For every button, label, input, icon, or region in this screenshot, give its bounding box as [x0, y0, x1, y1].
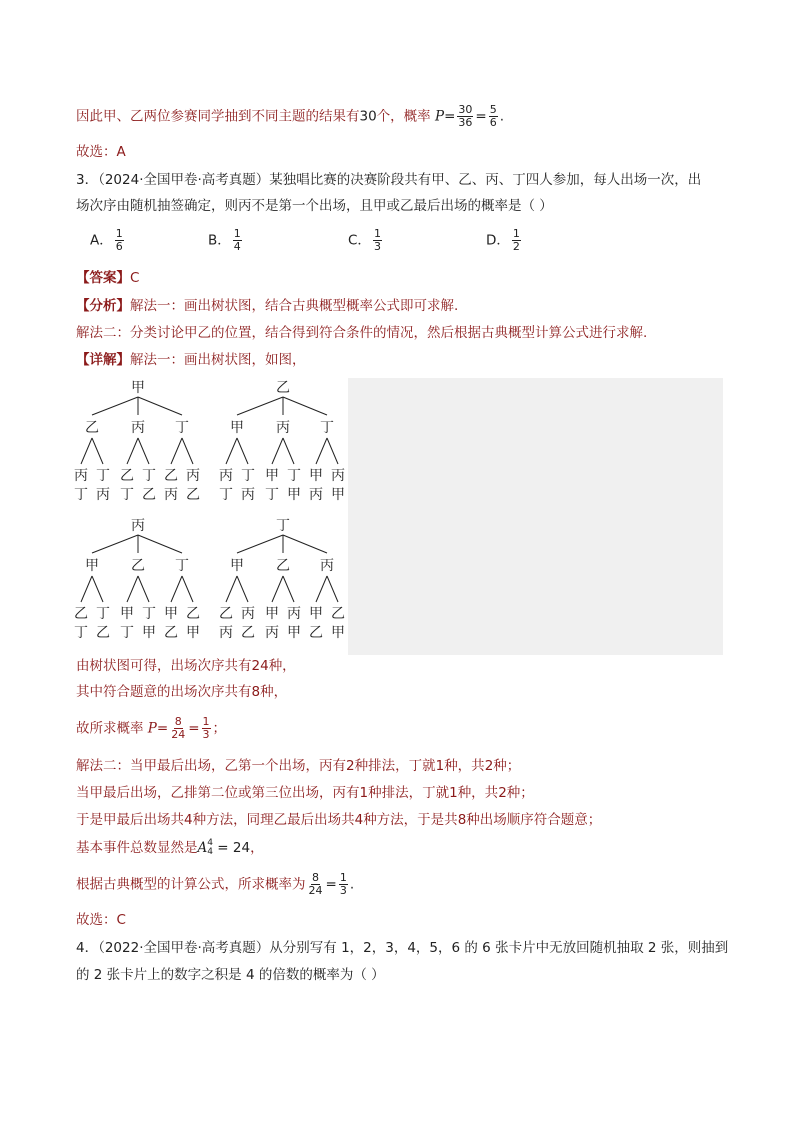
tree-branch: [171, 438, 182, 464]
tree-diagram-frame: [72, 378, 723, 655]
tree-node: 乙: [131, 558, 145, 574]
tree-branch: [226, 576, 237, 602]
result-line-1: 由树状图可得，出场次序共有24种，: [76, 658, 296, 674]
tree-node: 甲: [85, 558, 99, 574]
tree-leaf: 甲: [309, 468, 323, 484]
tree-leaf: 甲: [120, 606, 134, 622]
tree-leaf: 丁: [96, 468, 110, 484]
tree-leaf: 丙: [74, 468, 88, 484]
option-b: B． $\frac{1}{4}$: [208, 227, 241, 253]
tree-leaf: 乙: [309, 625, 323, 641]
answer-line: 【答案】C: [76, 270, 140, 286]
tree-branch: [272, 576, 283, 602]
tree-leaf: 丁: [219, 487, 233, 503]
tree-node: 乙: [276, 558, 290, 574]
tree-branch: [138, 535, 182, 553]
tree-branch: [226, 438, 237, 464]
tree-branch: [182, 438, 193, 464]
tree-leaf: 甲: [331, 625, 345, 641]
tree-diagram: [72, 378, 348, 655]
tree-branch: [92, 438, 103, 464]
tree-leaf: 甲: [265, 606, 279, 622]
tree-root: 丙: [131, 518, 145, 534]
tree-branch: [138, 576, 149, 602]
tree-branch: [316, 438, 327, 464]
previous-choice: 故选：A: [76, 144, 126, 160]
tree-leaf: 丁: [142, 606, 156, 622]
tree-leaf: 丙: [96, 487, 110, 503]
fraction: $\frac{30}{36}$: [458, 103, 473, 129]
tree-leaf: 甲: [287, 487, 301, 503]
tree-leaf: 乙: [74, 606, 88, 622]
question-3-line-1: 3．（2024·全国甲卷·高考真题）某独唱比赛的决赛阶段共有甲、乙、丙、丁四人参加，每人出场一次，出: [76, 172, 702, 188]
analysis-line-1: 【分析】解法一：画出树状图，结合古典概型概率公式即可求解.: [76, 298, 459, 314]
tree-leaf: 甲: [164, 606, 178, 622]
tree-leaf: 丙: [219, 625, 233, 641]
tree-leaf: 丙: [265, 625, 279, 641]
tree-branch: [171, 576, 182, 602]
method2-line-3: 于是甲最后出场共4种方法，同理乙最后出场共4种方法，于是共8种出场顺序符合题意；: [76, 812, 602, 828]
tree-branch: [283, 397, 327, 415]
tree-branch: [92, 576, 103, 602]
result-line-3: 故所求概率 P= $\frac{8}{24}$ = $\frac{1}{3}$ ；: [76, 715, 227, 741]
analysis-line-2: 解法二：分类讨论甲乙的位置，结合得到符合条件的情况，然后根据古典概型计算公式进行求解.: [76, 325, 648, 341]
tree-leaf: 丁: [74, 487, 88, 503]
question-4-line-1: 4．（2022·全国甲卷·高考真题）从分别写有 1，2，3，4，5，6 的 6 张卡片中无放回随机抽取 2 张，则抽到: [76, 940, 729, 956]
tree-branch: [283, 535, 327, 553]
tree-branch: [272, 438, 283, 464]
tree-branch: [327, 438, 338, 464]
tree-branch: [182, 576, 193, 602]
tree-root: 甲: [131, 380, 145, 396]
tree-leaf: 甲: [309, 606, 323, 622]
tree-branch: [92, 535, 138, 553]
tree-branch: [327, 576, 338, 602]
option-a: A． $\frac{1}{6}$: [90, 227, 123, 253]
tree-leaf: 甲: [186, 625, 200, 641]
tree-leaf: 乙: [120, 468, 134, 484]
tree-branch: [92, 397, 138, 415]
question-3-options: [90, 228, 550, 258]
option-d: D． $\frac{1}{2}$: [486, 227, 520, 253]
tree-root: 乙: [276, 380, 290, 396]
method2-line-5: 根据古典概型的计算公式，所求概率为 $\frac{8}{24}$ = $\frac{1}{3}$ .: [76, 871, 355, 897]
tree-branch: [283, 438, 294, 464]
tree-branch: [81, 576, 92, 602]
tree-branch: [127, 438, 138, 464]
detail-line: 【详解】解法一：画出树状图，如图，: [76, 352, 306, 368]
tree-leaf: 乙: [96, 625, 110, 641]
tree-leaf: 丁: [241, 468, 255, 484]
tree-leaf: 乙: [186, 487, 200, 503]
tree-branch: [237, 576, 248, 602]
question-3-line-2: 场次序由随机抽签确定，则丙不是第一个出场，且甲或乙最后出场的概率是（ ）: [76, 198, 553, 214]
tree-leaf: 丙: [287, 606, 301, 622]
tree-branch: [316, 576, 327, 602]
option-c: C． $\frac{1}{3}$: [348, 227, 381, 253]
tree-leaf: 甲: [265, 468, 279, 484]
tree-node: 丁: [175, 558, 189, 574]
final-choice: 故选：C: [76, 912, 126, 928]
tree-node: 甲: [230, 558, 244, 574]
fraction: $\frac{5}{6}$: [489, 103, 497, 129]
tree-branch: [138, 397, 182, 415]
tree-leaf: 乙: [142, 487, 156, 503]
tree-root: 丁: [276, 518, 290, 534]
tree-leaf: 丙: [241, 487, 255, 503]
tree-leaf: 丙: [241, 606, 255, 622]
tree-leaf: 丙: [164, 487, 178, 503]
tree-leaf: 乙: [164, 625, 178, 641]
tree-leaf: 甲: [142, 625, 156, 641]
tree-leaf: 丁: [74, 625, 88, 641]
method2-line-4: 基本事件总数显然是A 4 4 = 24，: [76, 838, 264, 857]
tree-leaf: 丁: [287, 468, 301, 484]
tree-leaf: 乙: [164, 468, 178, 484]
tree-leaf: 乙: [219, 606, 233, 622]
tree-leaf: 乙: [331, 606, 345, 622]
tree-node: 乙: [85, 420, 99, 436]
tree-node: 甲: [230, 420, 244, 436]
tree-branch: [81, 438, 92, 464]
tree-node: 丁: [320, 420, 334, 436]
tree-leaf: 丁: [142, 468, 156, 484]
method2-line-2: 当甲最后出场，乙排第二位或第三位出场，丙有1种排法，丁就1种，共2种；: [76, 785, 534, 801]
tree-node: 丁: [175, 420, 189, 436]
tree-branch: [138, 438, 149, 464]
tree-branch: [237, 438, 248, 464]
tree-leaf: 丁: [96, 606, 110, 622]
tree-leaf: 丁: [265, 487, 279, 503]
tree-leaf: 丙: [331, 468, 345, 484]
tree-branch: [127, 576, 138, 602]
tree-branch: [237, 397, 283, 415]
tree-node: 丙: [131, 420, 145, 436]
intro-line: 因此甲、乙两位参赛同学抽到不同主题的结果有30个，概率 P= $\frac{30}{36}$ = $\frac{5}{6}$ .: [76, 103, 504, 129]
tree-leaf: 丙: [309, 487, 323, 503]
tree-leaf: 甲: [331, 487, 345, 503]
tree-leaf: 乙: [241, 625, 255, 641]
tree-node: 丙: [320, 558, 334, 574]
result-line-2: 其中符合题意的出场次序共有8种，: [76, 684, 288, 700]
tree-node: 丙: [276, 420, 290, 436]
tree-diagram-area: [72, 378, 348, 655]
tree-leaf: 甲: [287, 625, 301, 641]
tree-leaf: 丁: [120, 487, 134, 503]
tree-branch: [237, 535, 283, 553]
method2-line-1: 解法二：当甲最后出场，乙第一个出场，丙有2种排法，丁就1种，共2种；: [76, 758, 521, 774]
tree-leaf: 乙: [186, 606, 200, 622]
question-4-line-2: 的 2 张卡片上的数字之积是 4 的倍数的概率为（ ）: [76, 967, 385, 983]
tree-leaf: 丁: [120, 625, 134, 641]
tree-branch: [283, 576, 294, 602]
tree-leaf: 丙: [219, 468, 233, 484]
tree-leaf: 丙: [186, 468, 200, 484]
